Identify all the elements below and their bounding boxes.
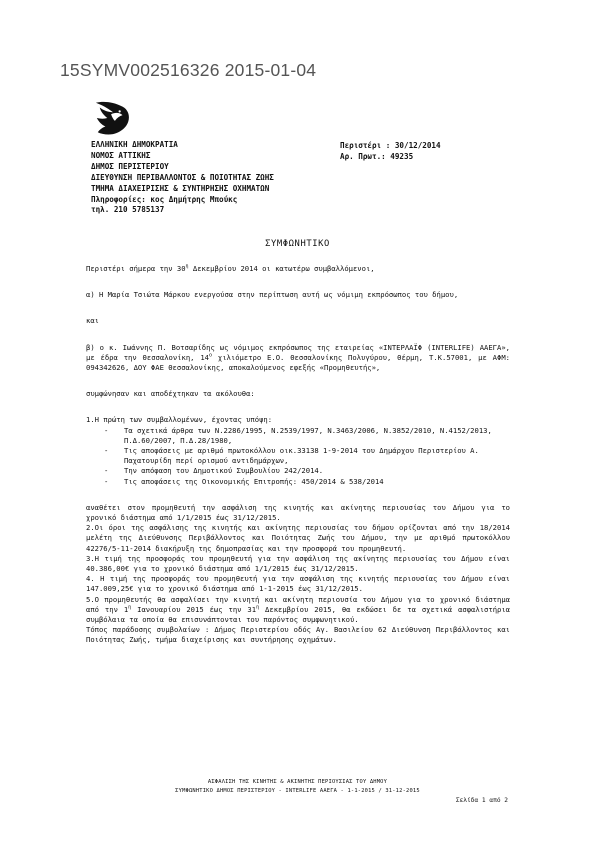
document-id: 15SYMV002516326 2015-01-04 bbox=[60, 60, 317, 80]
list-item: - Τις αποφάσεις της Οικονομικής Επιτροπής: 450/2014 & 538/2014 bbox=[104, 477, 510, 487]
item-1-intro: 1.Η πρώτη των συμβαλλομένων, έχοντας υπόψη: bbox=[86, 415, 273, 425]
item-2-text: 2.Οι όροι της ασφάλισης της κινητής και ακίνητης περιουσίας του δήμου ορίζονται από την 18/2014 μελέτη της Διεύθυνσης Περιβάλλοντος και Ποιότητας Ζωής του Δήμου, την με αριθμό πρωτοκόλλου 42276/5-11-2014 διακήρυξη της δημοπρασίας και την προσφορά του προμηθευτή. bbox=[86, 523, 510, 553]
issuer-header bbox=[91, 140, 274, 216]
footer-line-1: ΑΣΦΑΛΙΣΗ ΤΗΣ ΚΙΝΗΤΗΣ & ΑΚΙΝΗΤΗΣ ΠΕΡΙΟΥΣΙΑΣ ΤΟΥ ΔΗΜΟΥ bbox=[207, 779, 388, 785]
list-item: - Τις αποφάσεις με αριθμό πρωτοκόλλου οικ.33138 1-9-2014 του Δημάρχου Περιστερίου Α. Παχατουρίδη περί ορισμού αντιδημάρχων, bbox=[104, 446, 510, 466]
footer-line-2: ΣΥΜΦΩΝΗΤΙΚΟ ΔΗΜΟΣ ΠΕΡΙΣΤΕΡΙΟΥ - INTERLIFE ΑΑΕΓΑ - 1-1-2015 / 31-12-2015 bbox=[175, 788, 420, 794]
header-line: ΝΟΜΟΣ ΑΤΤΙΚΗΣ bbox=[91, 150, 151, 160]
party-a-paragraph: α) Η Μαρία Τσιώτα Μάρκου ενεργούσα στην περίπτωση αυτή ως νόμιμη εκπρόσωπος του δήμου, bbox=[86, 290, 459, 300]
delivery-place: Τόπος παράδοσης συμβολαίων : Δήμος Περιστερίου οδός Αγ. Βασιλείου 62 Διεύθυνση Περιβάλλοντος και Ποιότητας Ζωής, τμήμα διαχείρισης και συντήρησης οχημάτων. bbox=[86, 625, 510, 645]
item-4-text: 4. Η τιμή της προσφοράς του προμηθευτή για την ασφάλιση της κινητής περιουσίας του Δήμου είναι 147.009,25€ για το χρονικό διάστημα από 1-1-2015 έως 31/12/2015. bbox=[86, 574, 510, 594]
item-1-text: αναθέτει στον προμηθευτή την ασφάλιση της κινητής και ακίνητης περιουσίας του Δήμου για το χρονικό διάστημα από 1/1/2015 έως 31/12/2015. bbox=[86, 502, 510, 523]
intro-paragraph: Περιστέρι σήμερα την $30^\eta$ Δεκεμβρίου 2014 οι κατωτέρω συμβαλλόμενοι, bbox=[86, 263, 375, 273]
place-date: Περιστέρι : 30/12/2014 bbox=[340, 141, 441, 150]
list-item: - Την απόφαση του Δημοτικού Συμβουλίου 242/2014. bbox=[104, 466, 510, 476]
and-word: και bbox=[86, 316, 99, 326]
protocol-number: Αρ. Πρωτ.: 49235 bbox=[340, 152, 414, 161]
header-line: Πληροφορίες: κος Δημήτρης Μπούκς bbox=[91, 194, 238, 204]
party-b-paragraph: β) ο κ. Ιωάννης Π. Βοτσαρίδης ως νόμιμος εκπρόσωπος της εταιρείας «ΙΝΤΕΡΛΑΪΦ (INTERLIFE) ΑΑΕΓΑ», με έδρα την Θεσσαλονίκη, $14^o$ χιλιόμετρο Ε.Ο. Θεσσαλονίκης Πολυγύρου, Θέρμη, Τ.Κ.57001, με ΑΦΜ: 094342626, ΔΟΥ ΦΑΕ Θεσσαλονίκης, αποκαλούμενος εφεξής «Προμηθευτής», bbox=[86, 342, 510, 373]
document-body bbox=[86, 264, 510, 646]
header-line: ΔΙΕΥΘΥΝΣΗ ΠΕΡΙΒΑΛΛΟΝΤΟΣ & ΠΟΙΟΤΗΤΑΣ ΖΩΗΣ bbox=[91, 172, 274, 182]
header-line: ΔΗΜΟΣ ΠΕΡΙΣΤΕΡΙΟΥ bbox=[91, 161, 169, 171]
document-title: ΣΥΜΦΩΝΗΤΙΚΟ bbox=[265, 239, 330, 249]
list-item: - Τα σχετικά άρθρα των Ν.2286/1995, Ν.2539/1997, Ν.3463/2006, Ν.3852/2010, Ν.4152/2013, Π.Δ.60/2007, Π.Δ.28/1980, bbox=[104, 426, 510, 446]
page-footer bbox=[0, 778, 595, 796]
considerations-list bbox=[86, 426, 510, 487]
header-line: ΕΛΛΗΝΙΚΗ ΔΗΜΟΚΡΑΤΙΑ bbox=[91, 140, 178, 149]
agreement-line: συμφώνησαν και αποδέχτηκαν τα ακόλουθα: bbox=[86, 389, 255, 399]
header-line: τηλ. 210 5785137 bbox=[91, 205, 165, 215]
date-protocol-block bbox=[340, 140, 441, 162]
header-line: ΤΜΗΜΑ ΔΙΑΧΕΙΡΙΣΗΣ & ΣΥΝΤΗΡΗΣΗΣ ΟΧΗΜΑΤΩΝ bbox=[91, 183, 270, 193]
item-3-text: 3.Η τιμή της προσφοράς του προμηθευτή για την ασφάλιση της ακίνητης περιουσίας του Δήμου είναι 40.386,00€ για το χρονικό διάστημα από 1/1/2015 έως 31/12/2015. bbox=[86, 553, 510, 574]
item-5-text: 5.Ο προμηθευτής θα ασφαλίσει την κινητή και ακίνητη περιουσία του Δήμου για το χρονικό διάστημα από την $1^\eta$ Ιανουαρίου 2015 έως την $31^\eta$ Δεκεμβρίου 2015, θα εκδώσει δε τα σχετικά ασφαλιστήρια συμβόλαια τα οποία θα επισυνάπτονται του παρόντος συμφωνητικού. bbox=[86, 594, 510, 625]
page-number: Σελίδα 1 από 2 bbox=[455, 797, 508, 804]
dove-emblem-icon bbox=[94, 99, 132, 137]
